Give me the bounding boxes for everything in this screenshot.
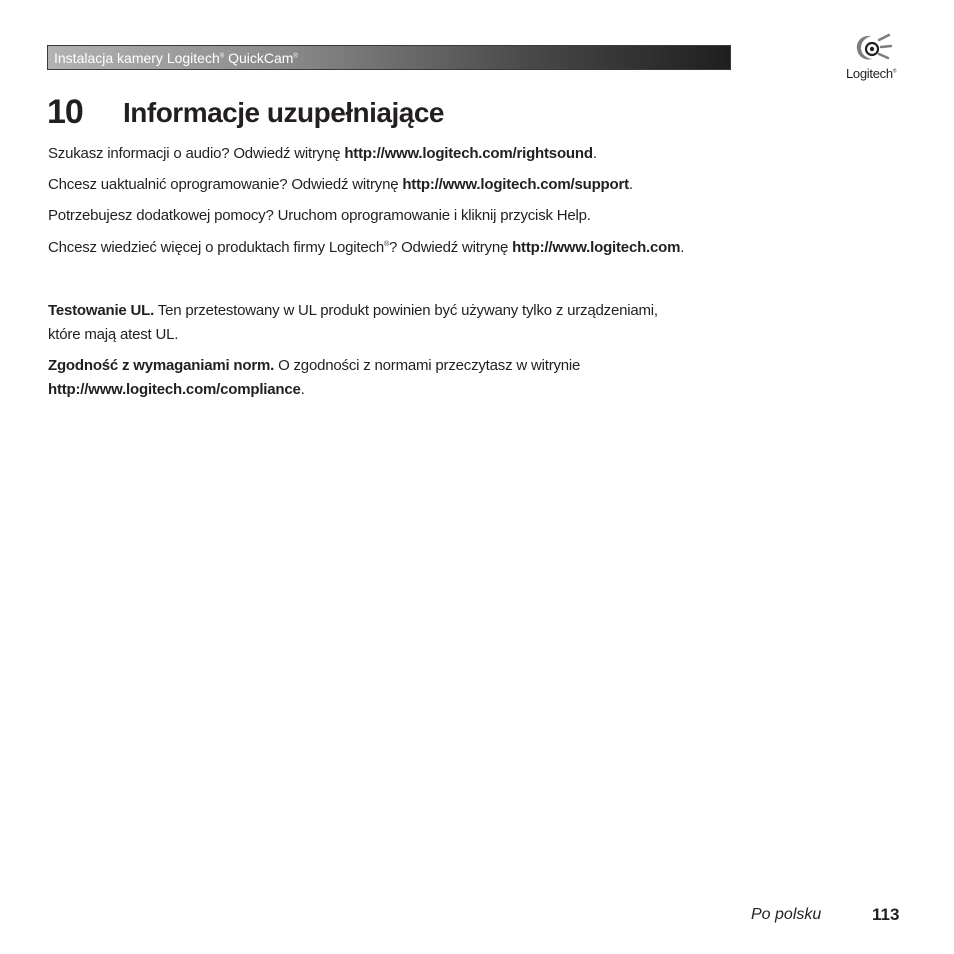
compliance-label: Zgodność z wymaganiami norm. xyxy=(48,357,275,374)
products-info-line xyxy=(48,236,684,260)
support-link[interactable]: http://www.logitech.com/support xyxy=(402,176,629,193)
logo-wordmark xyxy=(846,66,896,81)
compliance-text: O zgodności z normami przeczytasz w witrynie xyxy=(274,357,581,374)
software-info-line xyxy=(48,173,633,197)
compliance-period: . xyxy=(300,381,305,398)
ul-testing-line-1 xyxy=(48,299,658,323)
running-header-bar xyxy=(47,45,731,70)
logo-registered-mark: ® xyxy=(892,68,897,75)
compliance-line-2 xyxy=(48,378,305,402)
logitech-logo xyxy=(844,32,910,87)
compliance-link[interactable]: http://www.logitech.com/compliance xyxy=(48,381,301,398)
products-registered-mark: ® xyxy=(384,241,389,248)
ul-testing-label: Testowanie UL. xyxy=(48,302,155,319)
logitech-home-link[interactable]: http://www.logitech.com xyxy=(512,239,681,256)
products-text-2: ? Odwiedź witrynę xyxy=(388,239,513,256)
audio-info-line xyxy=(48,142,597,166)
products-text: Chcesz wiedzieć więcej o produktach firmy Logitech xyxy=(48,239,384,256)
products-period: . xyxy=(680,239,685,256)
logitech-eye-icon xyxy=(844,32,910,68)
header-product-name: QuickCam xyxy=(224,50,294,66)
ul-testing-line-2: które mają atest UL. xyxy=(48,326,179,343)
header-registered-mark: ® xyxy=(219,53,225,60)
help-text: Potrzebujesz dodatkowej pomocy? Uruchom oprogramowanie i kliknij przycisk Help. xyxy=(48,207,591,224)
audio-period: . xyxy=(592,145,597,162)
audio-text: Szukasz informacji o audio? Odwiedź witrynę xyxy=(48,145,345,162)
software-period: . xyxy=(628,176,633,193)
logo-wordmark-text: Logitech xyxy=(846,66,893,81)
footer-language: Po polsku xyxy=(751,906,822,923)
header-title-part: Instalacja kamery Logitech xyxy=(54,50,220,66)
compliance-line-1 xyxy=(48,354,580,378)
header-registered-mark-2: ® xyxy=(293,53,298,60)
running-header-text xyxy=(54,50,298,66)
chapter-number: 10 xyxy=(47,93,83,131)
software-text: Chcesz uaktualnić oprogramowanie? Odwiedź witrynę xyxy=(48,176,403,193)
ul-testing-text: Ten przetestowany w UL produkt powinien być używany tylko z urządzeniami, xyxy=(154,302,658,319)
page-number: 113 xyxy=(872,905,900,924)
help-info-line xyxy=(48,204,591,228)
chapter-title: Informacje uzupełniające xyxy=(123,97,444,128)
rightsound-link[interactable]: http://www.logitech.com/rightsound xyxy=(344,145,593,162)
